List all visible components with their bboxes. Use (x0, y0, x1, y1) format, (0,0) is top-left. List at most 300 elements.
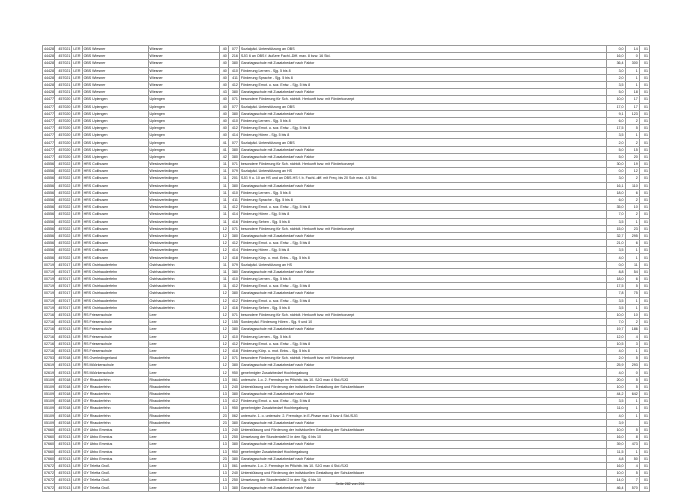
table-cell: 11,5 (607, 448, 625, 455)
table-cell: Sozialpäd. Unterstützung an OBS (239, 46, 606, 53)
table-cell: Ganztagsschule mit Zusatzbedarf nach Faktor (239, 391, 606, 398)
table-cell: 05109 (44, 420, 54, 425)
table-cell: 412 (228, 240, 239, 247)
table-cell: 40 (219, 110, 228, 117)
table-cell: Westoverledingen (148, 240, 219, 247)
table-cell: Leer (148, 434, 219, 441)
table-cell: 12,0 (607, 333, 625, 340)
table-cell: Ostrhauderfehn (148, 283, 219, 290)
table-cell: GY Rhauderfehn (82, 419, 148, 426)
table-cell: Förderung Körp. u. mot. Entw. - Sjg. 5 bis 8 (239, 254, 606, 261)
table-cell: LER (73, 269, 81, 274)
table-cell: 01 (639, 276, 649, 283)
table-cell: 41 (219, 146, 228, 153)
table-cell: 01 (639, 448, 649, 455)
table-cell: 077 (228, 139, 239, 146)
table-cell: 2 (625, 139, 639, 146)
table-cell: 457013 (55, 319, 72, 326)
table-cell: GY Rhauderfehn (82, 412, 148, 419)
table-cell: 380 (228, 362, 239, 369)
table-cell: 01 (639, 67, 649, 74)
table-cell: 457018 (55, 412, 72, 419)
table-cell: 01 (639, 326, 649, 333)
table-cell: 457013 (55, 455, 72, 462)
table-cell: 01 (639, 189, 649, 196)
table-cell: 457022 (55, 161, 72, 168)
table-cell: 44428 (44, 47, 54, 52)
table-cell: GY Ubbo Emmius (82, 434, 148, 441)
table-cell: LER (73, 413, 81, 418)
table-cell: 186 (625, 326, 639, 333)
table-cell: 18 (625, 89, 639, 96)
table-cell: 079 (228, 168, 239, 175)
table-cell: LER (73, 118, 81, 123)
table-row (43, 398, 650, 405)
table-cell: 01 (639, 89, 649, 96)
table-cell: 12 (219, 254, 228, 261)
table-cell: RS Friesenschule (82, 319, 148, 326)
table-cell: Ostrhauderfehn (148, 276, 219, 283)
table-cell: LER (73, 485, 81, 490)
table-cell: 457021 (55, 46, 72, 53)
table-cell: 416 (228, 304, 239, 311)
table-cell: 1 (625, 74, 639, 81)
table-cell: HRS Collhusen (82, 254, 148, 261)
table-cell: 12 (219, 340, 228, 347)
table-cell: 079 (228, 261, 239, 268)
table-cell: Ganztagsschule mit Zusatzbedarf nach Faktor (239, 182, 606, 189)
table-cell: LER (73, 176, 81, 181)
table-cell: 01 (639, 383, 649, 390)
table-row (43, 455, 650, 462)
table-cell: 12 (219, 369, 228, 376)
table-cell: HRS Collhusen (82, 247, 148, 254)
table-row (43, 283, 650, 290)
table-cell: 10 (625, 204, 639, 211)
table-cell: 01 (639, 254, 649, 261)
table-cell: Förderung Lernen - Sjg. 5 bis 8 (239, 67, 606, 74)
table-cell: 44556 (44, 226, 54, 231)
table-cell: LER (73, 126, 81, 131)
table-cell: 17 (625, 103, 639, 110)
table-cell: Leer (148, 462, 219, 469)
table-cell: 02716 (44, 320, 54, 325)
table-cell: Wiesner (148, 46, 219, 53)
table-cell: 9,1 (607, 110, 625, 117)
table-cell: LER (73, 262, 81, 267)
table-cell: 44477 (44, 97, 54, 102)
table-cell: OBS Uplengen (82, 110, 148, 117)
table-cell: 457018 (55, 391, 72, 398)
table-cell: 02619 (44, 370, 54, 375)
table-cell: 380 (228, 110, 239, 117)
table-cell: 20 (625, 153, 639, 160)
table-cell: Ostrhauderfehn (148, 290, 219, 297)
table-cell: Förderung Hören - Sjg. 5 bis 8 (239, 211, 606, 218)
table-cell: LER (73, 133, 81, 138)
table-cell: 44428 (44, 83, 54, 88)
table-cell: 18,0 (607, 189, 625, 196)
table-cell: 07660 (44, 449, 54, 454)
table-cell: 457020 (55, 117, 72, 124)
table-cell: OBS Wiesner (82, 89, 148, 96)
table-cell: 3,5 (607, 247, 625, 254)
table-cell: Wiesner (148, 53, 219, 60)
table-cell: 416 (228, 218, 239, 225)
table-row (43, 240, 650, 247)
table-cell: Leer (148, 455, 219, 462)
table-cell: 05109 (44, 406, 54, 411)
table-cell: 36,4 (607, 60, 625, 67)
table-cell: 01 (639, 125, 649, 132)
table-cell: 01 (639, 247, 649, 254)
table-cell: 12 (625, 168, 639, 175)
table-cell: 13 (219, 376, 228, 383)
table-cell: 75 (625, 290, 639, 297)
table-cell: 35,0 (607, 204, 625, 211)
table-cell: 5,0 (607, 89, 625, 96)
table-cell: 412 (228, 340, 239, 347)
table-cell: 457017 (55, 297, 72, 304)
table-cell: 11 (625, 261, 639, 268)
page-footer: Seite 282 von 294 (335, 482, 365, 486)
table-cell: 05109 (44, 392, 54, 397)
table-cell: 380 (228, 484, 239, 491)
table-cell: 30,0 (607, 161, 625, 168)
table-cell: LER (73, 313, 81, 318)
table-cell: 412 (228, 125, 239, 132)
table-cell: 6 (625, 189, 639, 196)
table-cell: 457013 (55, 441, 72, 448)
table-cell: LER (73, 154, 81, 159)
table-cell: genehmigter Zusatzbedarf Hochbegabung (239, 405, 606, 412)
table-cell: HRS Collhusen (82, 182, 148, 189)
table-row (43, 333, 650, 340)
table-cell: 40 (219, 132, 228, 139)
table-cell: Ganztagsschule mit Zusatzbedarf nach Faktor (239, 110, 606, 117)
table-cell: 50 (625, 455, 639, 462)
table-cell: 01 (639, 304, 649, 311)
table-cell: 570 (625, 484, 639, 491)
table-cell: Leer (148, 477, 219, 484)
table-cell: 07672 (44, 463, 54, 468)
table-cell: 1 (625, 247, 639, 254)
table-cell: Leer (148, 362, 219, 369)
table-cell: 13 (219, 441, 228, 448)
table-row (43, 405, 650, 412)
data-table (42, 45, 650, 492)
table-cell: 1 (625, 304, 639, 311)
table-cell: 457022 (55, 189, 72, 196)
table-cell: Rhauderfehn (148, 412, 219, 419)
table-cell: 4,0 (607, 254, 625, 261)
table-cell: Uplengen (148, 96, 219, 103)
table-cell: 4 (625, 333, 639, 340)
table-cell: 01 (639, 376, 649, 383)
table-cell: 01 (639, 405, 649, 412)
table-cell: 457022 (55, 204, 72, 211)
table-cell: RS Möörkenschule (82, 369, 148, 376)
table-cell: 240 (228, 426, 239, 433)
table-cell: Ganztagsschule mit Zusatzbedarf nach Faktor (239, 362, 606, 369)
table-cell: 5 (625, 283, 639, 290)
table-row (43, 290, 650, 297)
table-cell: 13 (219, 426, 228, 433)
table-cell: 40 (219, 74, 228, 81)
table-cell: 07660 (44, 456, 54, 461)
table-cell: LER (73, 370, 81, 375)
table-row (43, 110, 650, 117)
table-cell: GY Rhauderfehn (82, 405, 148, 412)
table-cell: RS Friesenschule (82, 347, 148, 354)
table-cell: Leer (148, 340, 219, 347)
table-cell: 457018 (55, 376, 72, 383)
table-cell: 3,5 (607, 81, 625, 88)
table-cell: Ganztagsschule mit Zusatzbedarf nach Faktor (239, 153, 606, 160)
table-cell: LER (73, 104, 81, 109)
table-cell: 01 (639, 369, 649, 376)
table-cell: 01 (639, 60, 649, 67)
table-cell: OBS Wiesner (82, 60, 148, 67)
table-cell: 457013 (55, 326, 72, 333)
table-cell: Ganztagsschule mit Zusatzbedarf nach Faktor (239, 232, 606, 239)
table-row (43, 67, 650, 74)
table-cell: 12 (219, 333, 228, 340)
table-cell: 23 (219, 419, 228, 426)
table-cell: 071 (228, 161, 239, 168)
table-cell: Leer (148, 333, 219, 340)
table-cell: Rhauderfehn (148, 391, 219, 398)
table-cell: 0,0 (607, 168, 625, 175)
table-cell: 0,0 (607, 46, 625, 53)
table-cell: LER (73, 83, 81, 88)
table-cell: 01 (639, 211, 649, 218)
table-cell: 411 (228, 74, 239, 81)
table-cell: 950 (228, 369, 239, 376)
table-cell: 40 (219, 117, 228, 124)
table-cell: 061 (228, 376, 239, 383)
table-cell: SJG 9 u. 10 an HS und an OBS-HS f. b. Fachl.-diff. mit Freq. bis 20 Sch max. 4,5 Std. (239, 175, 606, 182)
table-cell: 418 (228, 347, 239, 354)
table-cell: 457022 (55, 232, 72, 239)
table-cell: 457022 (55, 168, 72, 175)
table-cell: 457013 (55, 340, 72, 347)
table-row (43, 161, 650, 168)
table-cell: 17,5 (607, 283, 625, 290)
table-cell: LER (73, 277, 81, 282)
table-cell: Uplengen (148, 139, 219, 146)
table-cell: Wiesner (148, 74, 219, 81)
table-cell: 10,5 (607, 340, 625, 347)
table-cell: LER (73, 392, 81, 397)
table-cell: 01 (639, 103, 649, 110)
table-cell: 3,0 (607, 67, 625, 74)
table-cell: 2 (625, 211, 639, 218)
table-cell: 062 (228, 412, 239, 419)
table-cell: 4,8 (607, 455, 625, 462)
table-cell: 01 (639, 441, 649, 448)
table-row (43, 441, 650, 448)
table-cell: 457013 (55, 470, 72, 477)
table-cell: Ganztagsschule mit Zusatzbedarf nach Faktor (239, 455, 606, 462)
table-cell: GY Teletta Groß (82, 470, 148, 477)
table-cell: 05109 (44, 384, 54, 389)
table-cell: Uplengen (148, 153, 219, 160)
table-cell: 457018 (55, 398, 72, 405)
table-cell: 17,5 (607, 125, 625, 132)
table-cell: 01 (639, 225, 649, 232)
table-row (43, 391, 650, 398)
table-cell: 25,9 (607, 362, 625, 369)
table-cell: GY Rhauderfehn (82, 383, 148, 390)
table-row (43, 204, 650, 211)
table-cell: 12 (219, 304, 228, 311)
table-cell: 414 (228, 132, 239, 139)
table-row (43, 125, 650, 132)
table-cell: 2,0 (607, 139, 625, 146)
table-cell: 1 (625, 67, 639, 74)
table-cell: 1 (625, 405, 639, 412)
table-cell: GY Rhauderfehn (82, 376, 148, 383)
table-cell: 44556 (44, 169, 54, 174)
table-cell: 3,5 (607, 297, 625, 304)
table-row (43, 81, 650, 88)
table-cell: unterschr. 1.o. 2. Fremdspr im Pflichtb. bis 10. SJG max 4 Std./SJG (239, 376, 606, 383)
table-cell: Förderung Emot. u. soz. Entw. - Sjg. 5 bis 8 (239, 81, 606, 88)
table-cell: HRS Ostrhauderfehn (82, 304, 148, 311)
table-cell: 01 (639, 391, 649, 398)
table-cell: 380 (228, 419, 239, 426)
table-cell: 457017 (55, 290, 72, 297)
table-cell: 15 (625, 146, 639, 153)
table-cell: 410 (228, 67, 239, 74)
table-cell: OBS Uplengen (82, 153, 148, 160)
table-cell: 12 (219, 240, 228, 247)
table-cell: RS Friesenschule (82, 340, 148, 347)
table-cell: 02716 (44, 334, 54, 339)
table-cell: Förderung Lernen - Sjg. 5 bis 8 (239, 276, 606, 283)
table-cell: 01 (639, 182, 649, 189)
table-cell: 01 (639, 268, 649, 275)
table-row (43, 60, 650, 67)
table-cell: 457013 (55, 426, 72, 433)
table-cell: Sozialpäd. Unterstützung an OBS (239, 103, 606, 110)
table-cell: 41 (219, 139, 228, 146)
table-cell: Förderung Lernen - Sjg. 5 bis 8 (239, 333, 606, 340)
table-cell: 2 (625, 319, 639, 326)
table-cell: 1 (625, 81, 639, 88)
table-cell: 412 (228, 398, 239, 405)
table-row (43, 117, 650, 124)
table-cell: 12 (219, 232, 228, 239)
table-cell: 1 (625, 412, 639, 419)
table-cell: 1 (625, 398, 639, 405)
table-cell: 01 (639, 117, 649, 124)
table-cell: 07660 (44, 435, 54, 440)
table-cell: 01 (639, 297, 649, 304)
table-cell: 295 (625, 232, 639, 239)
table-row (43, 74, 650, 81)
table-cell: Westoverledingen (148, 204, 219, 211)
table-cell: 01 (639, 455, 649, 462)
table-cell: 44556 (44, 255, 54, 260)
table-cell: OBS Wiesner (82, 67, 148, 74)
table-cell: 2,0 (607, 74, 625, 81)
table-cell: Rhauderfehn (148, 405, 219, 412)
table-cell: LER (73, 334, 81, 339)
table-cell: HRS Collhusen (82, 189, 148, 196)
table-row (43, 362, 650, 369)
table-cell: 1 (625, 254, 639, 261)
table-cell: 13 (219, 391, 228, 398)
table-cell: Ganztagsschule mit Zusatzbedarf nach Faktor (239, 441, 606, 448)
table-cell: 3,9 (607, 419, 625, 426)
table-cell: 01 (639, 196, 649, 203)
table-row (43, 470, 650, 477)
table-cell: Leer (148, 448, 219, 455)
table-cell: 11 (219, 261, 228, 268)
table-row (43, 311, 650, 318)
table-cell: HRS Ostrhauderfehn (82, 297, 148, 304)
table-cell: LER (73, 140, 81, 145)
table-cell: 39,0 (607, 441, 625, 448)
table-cell: 457022 (55, 240, 72, 247)
table-cell: 1 (625, 297, 639, 304)
table-cell: 13 (219, 434, 228, 441)
table-cell: Förderung Emot. u. soz. Entw. - Sjg. 5 bis 8 (239, 240, 606, 247)
table-cell: 6,0 (607, 196, 625, 203)
table-cell: 457018 (55, 405, 72, 412)
table-cell: OBS Uplengen (82, 103, 148, 110)
table-cell: 457021 (55, 74, 72, 81)
table-cell: 44556 (44, 162, 54, 167)
table-row (43, 175, 650, 182)
table-cell: 410 (228, 276, 239, 283)
table-cell: Wiesner (148, 60, 219, 67)
table-cell: 457020 (55, 96, 72, 103)
table-cell: 4,0 (607, 369, 625, 376)
table-cell: 43 (219, 89, 228, 96)
table-row (43, 326, 650, 333)
table-cell: 01 (639, 355, 649, 362)
table-cell: OBS Uplengen (82, 96, 148, 103)
table-cell: 457020 (55, 110, 72, 117)
table-cell: 01 (639, 347, 649, 354)
table-cell: unterschr. 1.o. 2. Fremdspr im Pflichtb. bis 10. SJG max 4 Std./SJG (239, 462, 606, 469)
table-cell: LER (73, 226, 81, 231)
table-cell: LER (73, 284, 81, 289)
table-cell: 0,0 (607, 261, 625, 268)
table-row (43, 304, 650, 311)
table-cell: 414 (228, 211, 239, 218)
table-cell: Ganztagsschule mit Zusatzbedarf nach Faktor (239, 419, 606, 426)
table-cell: Rhauderfehn (148, 376, 219, 383)
table-cell: Leer (148, 426, 219, 433)
table-cell: 12 (219, 362, 228, 369)
table-cell: Westoverledingen (148, 168, 219, 175)
table-cell: Westoverledingen (148, 218, 219, 225)
table-cell: Förderung Sehen - Sjg. 5 bis 8 (239, 304, 606, 311)
table-cell: 3,5 (607, 304, 625, 311)
table-cell: 410 (228, 189, 239, 196)
table-cell: Ganztagsschule mit Zusatzbedarf nach Faktor (239, 268, 606, 275)
table-cell: Leer (148, 347, 219, 354)
table-cell: LER (73, 399, 81, 404)
table-cell: 3,0 (607, 175, 625, 182)
table-cell: 54 (625, 268, 639, 275)
table-cell: Ganztagsschule mit Zusatzbedarf nach Faktor (239, 484, 606, 491)
table-row (43, 189, 650, 196)
